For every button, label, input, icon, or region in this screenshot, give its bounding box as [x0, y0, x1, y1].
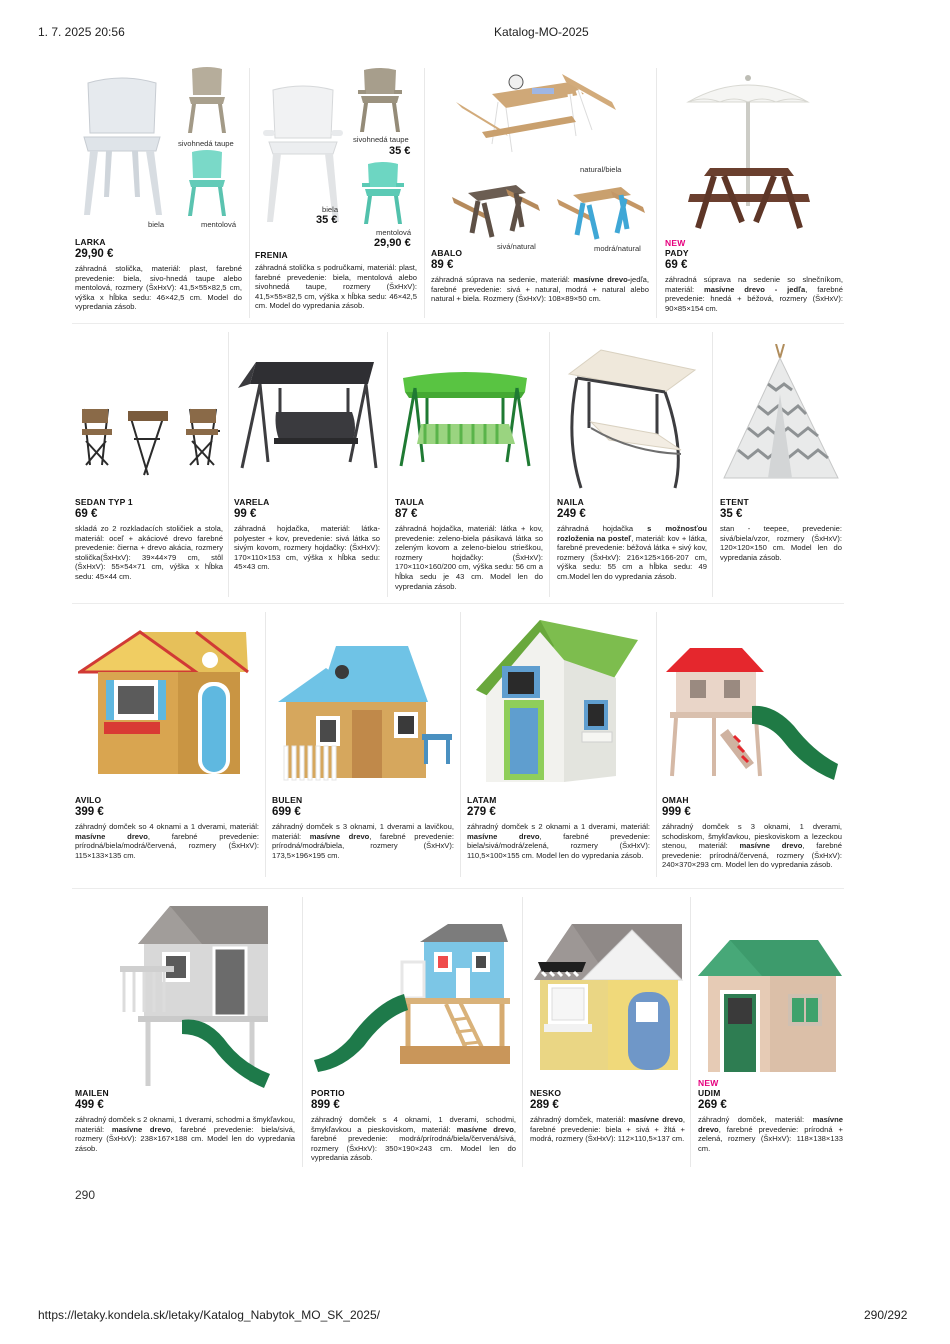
bulen-playhouse-image [276, 642, 456, 784]
frenia-price-white: 35 € [316, 214, 338, 226]
product-name: NESKO [530, 1088, 562, 1098]
product-price: 899 € [311, 1099, 340, 1111]
product-description: záhradná súprava na sedenie, materiál: masívne drevo-jedľa, farebné prevedenie: sivá + natural, modrá + natural alebo natural + biela. Rozmery (ŠxHxV): 108×89×50 cm. [431, 275, 649, 304]
divider [460, 612, 461, 877]
frenia-label-taupe: sivohnedá taupe [353, 135, 409, 144]
larka-label-mint: mentolová [201, 220, 237, 229]
product-name: SEDAN TYP 1 [75, 497, 133, 507]
product-price: 399 € [75, 806, 104, 818]
mailen-playhouse-image [118, 904, 274, 1088]
product-description: skladá zo 2 rozkladacích stoličiek a stola, materiál: oceľ + akáciové drevo farebné prevedenie: čierna + drevo akácia, rozmery stolička(ŠxHxV): 39×44×79 cm, stôl (ŠxHxV): 55×54×71 cm, výška x hĺbka sedu: 45×44 cm. [75, 524, 223, 581]
new-badge: NEW [665, 238, 686, 248]
product-price: 999 € [662, 806, 691, 818]
product-description: záhradný domček s 3 oknami, 1 dverami a lavičkou, materiál: masívne drevo, farebné prevedenie: prírodná/modrá/biela, rozmery (ŠxHxV): 173,5×196×195 cm. [272, 822, 454, 860]
divider [249, 68, 250, 318]
product-description: záhradná hojdačka, materiál: látka + kov, prevedenie: zeleno-biela pásikavá látka so zeleným kovom a zeleno-bielou strieškou, rozmery hojdačky: (ŠxHxV): 170×110×160/200 cm, výška sedu: 56 cm a hĺbka sedu je 43 cm. Model len do vypredania zásob. [395, 524, 543, 591]
latam-playhouse-image [474, 616, 640, 786]
larka-white-chair-image [76, 75, 168, 221]
pady-picnic-table-image [684, 72, 814, 234]
frenia-price-mint: 29,90 € [374, 237, 411, 249]
product-description: záhradná stolička s područkami, materiál: plast, farebné prevedenie: biela, mentolová alebo sivohnedá taupe, rozmery (ŠxHxV): 41,5×55×82,5 cm, výška x hĺbka sedu: 46×42,5 cm. Model do vypredania zásob. [255, 263, 417, 311]
product-name: ETENT [720, 497, 749, 507]
divider [690, 897, 691, 1167]
varela-swing-image [236, 358, 378, 470]
product-description: záhradný domček, materiál: masívne drevo, farebné prevedenie: biela + sivá + žltá + modrá, rozmery (ŠxHxV): 112×110,5×137 cm. [530, 1115, 685, 1144]
nesko-playhouse-image [532, 920, 684, 1076]
product-name: NAILA [557, 497, 584, 507]
product-description: záhradná hojdačka, materiál: látka-polyester + kov, prevedenie: sivá látka so sivým kovom, rozmery hojdačky: (ŠxHxV): 170×110×153 cm, výška x hĺbka sedu: 45×43 cm. [234, 524, 380, 572]
divider [712, 332, 713, 597]
product-price: 69 € [75, 508, 98, 520]
divider [522, 897, 523, 1167]
naila-swing-bed-image [561, 348, 701, 496]
sedan-bistro-set-image [78, 405, 224, 477]
product-name: PADY [665, 248, 689, 258]
divider [387, 332, 388, 597]
frenia-mint-chair-image [360, 160, 406, 226]
abalo-label-blue: modrá/natural [594, 244, 641, 253]
divider [656, 612, 657, 877]
product-price: 99 € [234, 508, 257, 520]
row-divider [72, 888, 844, 889]
divider [424, 68, 425, 318]
product-description: záhradný domček, materiál: masívne drevo, farebné prevedenie: prírodná + zelená, rozmery (ŠxHxV): 118×138×133 cm. [698, 1115, 843, 1153]
product-price: 29,90 € [75, 248, 114, 260]
product-name: UDIM [698, 1088, 721, 1098]
product-price: 69 € [665, 259, 688, 271]
row-divider [72, 603, 844, 604]
abalo-grey-set-image [450, 183, 542, 239]
divider [549, 332, 550, 597]
portio-playhouse-image [312, 922, 516, 1072]
etent-teepee-image [722, 344, 840, 486]
frenia-price-taupe: 35 € [389, 145, 411, 157]
product-price: 499 € [75, 1099, 104, 1111]
product-price: 35 € [720, 508, 743, 520]
product-name: TAULA [395, 497, 425, 507]
product-price: 279 € [467, 806, 496, 818]
product-description: záhradná súprava na sedenie so slnečníkom, materiál: masívne drevo - jedľa, farebné prevedenie: hnedá + béžová, rozmery (ŠxHxV): 90×85×154 cm. [665, 275, 843, 313]
product-price: 89 € [431, 259, 454, 271]
product-name: OMAH [662, 795, 689, 805]
print-datetime: 1. 7. 2025 20:56 [38, 25, 125, 39]
frenia-label-mint: mentolová [376, 228, 412, 237]
abalo-natural-set-image [452, 72, 620, 172]
frenia-label-white: biela [322, 205, 339, 214]
larka-mint-chair-image [184, 148, 230, 218]
product-name: FRENIA [255, 250, 288, 260]
row-divider [72, 323, 844, 324]
product-description: záhradná hojdačka s možnosťou rozloženia na posteľ, materiál: kov + látka, farebné prevedenie: béžová látka + sivý kov, rozmery (ŠxHxV): 216×125×166-207 cm, výška sedu: 55 cm a hĺbka sedu: 49 cm.Model len do vypredania zásob. [557, 524, 707, 581]
product-description: záhradný domček s 4 oknami, 1 dverami, schodmi, šmykľavkou a pieskoviskom, materiál: masívne drevo, farebné prevedenie: modrá/prírodná/biela/červená/sivá, rozmery (ŠxHxV): 350×190×243 cm. Model len do vypredania zásob. [311, 1115, 516, 1163]
abalo-label-grey: sivá/natural [497, 242, 536, 251]
udim-playhouse-image [696, 936, 844, 1074]
taula-swing-image [397, 368, 533, 468]
product-name: BULEN [272, 795, 303, 805]
product-price: 269 € [698, 1099, 727, 1111]
larka-label-white: biela [148, 220, 165, 229]
larka-taupe-chair-image [184, 65, 230, 135]
product-description: záhradná stolička, materiál: plast, farebné prevedenie: biela, sivo-hnedá taupe alebo mentolová, rozmery (ŠxHxV): 41,5×55×82,5 cm, výška x hĺbka sedu: 46×42,5 cm. Model do vypredania zásob. [75, 264, 242, 312]
print-page-count: 290/292 [864, 1308, 908, 1322]
product-price: 699 € [272, 806, 301, 818]
divider [656, 68, 657, 318]
product-name: AVILO [75, 795, 102, 805]
print-url[interactable]: https://letaky.kondela.sk/letaky/Katalog_Nabytok_MO_SK_2025/ [38, 1308, 380, 1322]
product-name: ABALO [431, 248, 463, 258]
product-price: 249 € [557, 508, 586, 520]
divider [228, 332, 229, 597]
product-description: stan - teepee, prevedenie: sivá/biela/vzor, rozmery (ŠxHxV): 120×120×150 cm. Model len do vypredania zásob. [720, 524, 842, 562]
product-name: MAILEN [75, 1088, 109, 1098]
abalo-blue-set-image [555, 185, 647, 241]
product-price: 87 € [395, 508, 418, 520]
product-name: LARKA [75, 237, 106, 247]
avilo-playhouse-image [78, 628, 250, 780]
product-name: PORTIO [311, 1088, 345, 1098]
product-description: záhradný domček so 4 oknami a 1 dverami, materiál: masívne drevo, farebné prevedenie: prírodná/biela/modrá/červená, rozmery (ŠxHxV): 115×133×135 cm. [75, 822, 259, 860]
product-name: VARELA [234, 497, 270, 507]
page-number: 290 [75, 1188, 96, 1202]
frenia-taupe-chair-image [356, 66, 404, 134]
omah-playhouse-image [664, 646, 844, 782]
divider [265, 612, 266, 877]
print-title: Katalog-MO-2025 [494, 25, 589, 39]
abalo-label-natural: natural/biela [580, 165, 622, 174]
product-price: 289 € [530, 1099, 559, 1111]
product-name: LATAM [467, 795, 497, 805]
divider [302, 897, 303, 1167]
product-description: záhradný domček s 2 oknami a 1 dverami, materiál: masívne drevo, farebné prevedenie: biela/sivá/modrá/zelená, rozmery (ŠxHxV): 110,5×100×155 cm. Model len do vypredania zásob. [467, 822, 650, 860]
product-description: záhradný domček s 3 oknami, 1 dverami, schodiskom, šmykľavkou, pieskoviskom a lezeckou stenou, materiál: masívne drevo, farebné prevedenie: prírodná/červená, rozmery (ŠxHxV): 240×370×293 cm. Model len do vypredania zásob. [662, 822, 842, 870]
larka-label-taupe: sivohnedá taupe [178, 139, 234, 148]
new-badge: NEW [698, 1078, 719, 1088]
product-description: záhradný domček s 2 oknami, 1 dverami, schodmi a šmykľavkou, materiál: masívne drevo, farebné prevedenie: biela/sivá, rozmery (ŠxHxV): 238×167×188 cm. Model len do vypredania zásob. [75, 1115, 295, 1153]
